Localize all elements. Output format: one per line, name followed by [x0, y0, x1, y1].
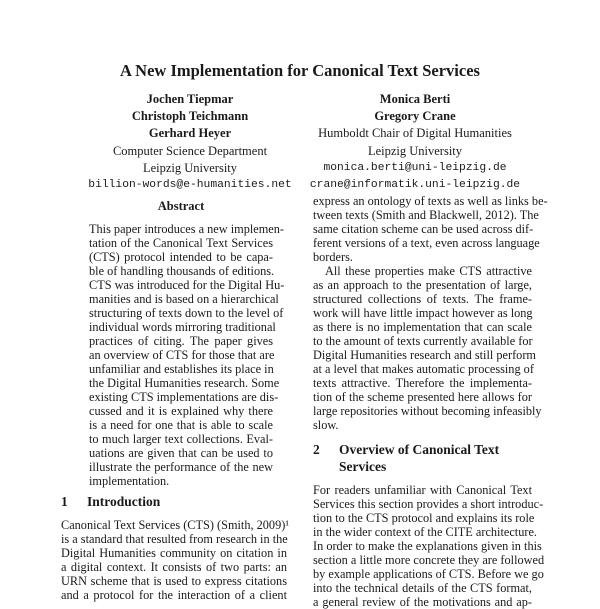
text-line: structured collections of texts. The frame- — [313, 292, 532, 306]
text-line: the Digital Humanities research. Some — [89, 376, 280, 390]
text-line: tion to the CTS protocol and explains its role — [313, 511, 535, 525]
text-line: by example applications of CTS. Before we go — [313, 567, 544, 581]
text-line: URN scheme that is used to express citations — [61, 574, 287, 588]
text-line: borders. — [313, 250, 353, 264]
text-line: texts attractive. Therefore the implementa- — [313, 376, 532, 390]
section-number: 2 — [313, 442, 320, 457]
author-name: Monica Berti — [379, 92, 451, 106]
text-line: is a need for one that is able to scale — [89, 418, 273, 432]
section-1 — [61, 493, 290, 602]
text-line: implementation. — [89, 474, 170, 488]
section-title: Introduction — [87, 494, 161, 509]
text-line: is a standard that resulted from research in the — [61, 532, 288, 546]
text-line: slow. — [313, 418, 339, 432]
affiliation: Leipzig University — [142, 160, 238, 175]
paragraph — [313, 264, 542, 432]
text-line: For readers unfamiliar with Canonical Text — [313, 483, 532, 497]
affiliation: Humboldt Chair of Digital Humanities — [318, 126, 512, 141]
text-line: to the amount of texts currently available for — [313, 334, 533, 348]
author-name: Christoph Teichmann — [131, 109, 249, 124]
section-body — [313, 483, 545, 609]
affiliation: Leipzig University — [367, 143, 463, 158]
text-line: Canonical Text Services (CTS) (Smith, 2009)¹ — [61, 518, 290, 532]
section-heading — [61, 493, 287, 510]
text-line: tween texts (Smith and Blackwell, 2012). The — [313, 208, 539, 222]
text-line: manities and is based on a hierarchical — [89, 292, 279, 306]
author-name: Gerhard Heyer — [148, 126, 232, 141]
text-line: as an approach to the presentation of large, — [313, 278, 532, 292]
text-line: individual words mirroring traditional — [89, 320, 276, 334]
text-line: This paper introduces a new implemen- — [89, 222, 284, 236]
text-line: a general review of the motivations and ap- — [313, 595, 532, 609]
text-line: large repositories without becoming infeasibly — [313, 404, 542, 418]
text-line: ferent versions of a text, even across language — [313, 236, 540, 250]
text-line: practices of citing. The paper gives — [89, 334, 273, 348]
section-body — [61, 518, 290, 602]
text-line: Digital Humanities research and still perform — [313, 348, 536, 362]
text-line: existing CTS implementations are dis- — [89, 390, 279, 404]
text-line: same citation scheme can be used across dif- — [313, 222, 534, 236]
author-email: crane@informatik.uni-leipzig.de — [309, 179, 521, 192]
section-heading — [313, 441, 532, 458]
text-line: (CTS) protocol intended to be capa- — [89, 250, 273, 264]
text-line: tion of the scheme presented here allows for — [313, 390, 532, 404]
text-line: cussed and it is explained why there — [89, 404, 273, 418]
text-line: a digital context. It consists of two parts: an — [61, 560, 287, 574]
text-line: structuring of texts down to the level of — [89, 306, 284, 320]
text-line: and a protocol for the interaction of a client — [61, 588, 287, 602]
author-email: monica.berti@uni-leipzig.de — [323, 161, 507, 174]
text-line: illustrate the performance of the new — [89, 460, 273, 474]
affiliation: Computer Science Department — [112, 143, 268, 158]
section-title-cont: Services — [339, 459, 387, 474]
authors-left — [70, 91, 310, 194]
text-line: uations are given that can be used to — [89, 446, 273, 460]
authors-right — [295, 91, 535, 194]
text-line: at a level that makes automatic processing of — [313, 362, 534, 376]
section-heading-cont — [313, 458, 532, 475]
text-line: work will have little impact however as long — [313, 306, 533, 320]
author-email: billion-words@e-humanities.net — [88, 179, 292, 192]
text-line: as there is no implementation that can scale — [313, 320, 532, 334]
text-line: Digital Humanities community on citation in — [61, 546, 287, 560]
text-line: unfamiliar and establishes its place in — [89, 362, 274, 376]
paragraph — [313, 194, 548, 264]
text-line: Services this section provides a short introduc- — [313, 497, 544, 511]
text-line: into the technical details of the CTS format, — [313, 581, 532, 595]
abstract-heading: Abstract — [157, 199, 205, 213]
text-line: tation of the Canonical Text Services — [89, 236, 273, 250]
text-line: to much larger text collections. Eval- — [89, 432, 273, 446]
text-line: express an ontology of texts as well as links be- — [313, 194, 548, 208]
text-line: In order to make the explanations given in this — [313, 539, 542, 553]
text-line: in the wider context of the CITE architecture. — [313, 525, 537, 539]
section-title: Overview of Canonical Text — [339, 442, 500, 457]
text-line: section a little more concrete they are followed — [313, 553, 545, 567]
right-column — [313, 194, 548, 609]
abstract-body — [89, 222, 285, 488]
abstract — [89, 199, 285, 488]
text-line: CTS was introduced for the Digital Hu- — [89, 278, 285, 292]
paper-title: A New Implementation for Canonical Text Services — [120, 61, 480, 80]
author-name: Gregory Crane — [374, 109, 456, 124]
author-name: Jochen Tiepmar — [146, 92, 234, 106]
text-line: an overview of CTS for those that are — [89, 348, 275, 362]
text-line: ble of handling thousands of editions. — [89, 264, 275, 278]
text-line: All these properties make CTS attractive — [325, 264, 532, 278]
section-number: 1 — [61, 494, 68, 509]
